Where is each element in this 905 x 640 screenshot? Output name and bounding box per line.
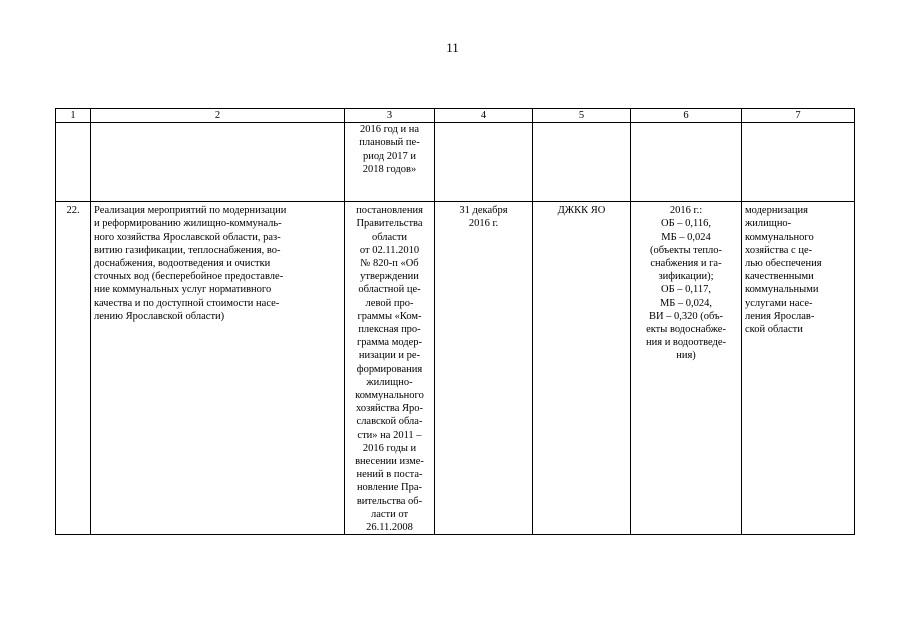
cell-document: постановления Правительства области от 02.11.2010 № 820-п «Об утверждении областной це- левой про- граммы «Ком- плексная про- грамма модер- низации и ре- формирования жилищно- коммунального хозяйства Яро- славской обла- сти» на 2011 – 2016 годы и внесении изме- нений в поста- новление Пра- вительства об- ласти от 26.11.2008 [345,202,435,535]
cell-funding: 2016 г.: ОБ – 0,116, МБ – 0,024 (объекты тепло- снабжения и га- зификации); ОБ – 0,117, МБ – 0,024, ВИ – 0,320 (объ- екты водоснабже- ния и водоотведе- ния) [631,202,742,535]
cell-number [56,123,91,202]
cell-result: модернизация жилищно- коммунального хозяйства с це- лью обеспечения качественными коммунальными услугами насе- ления Ярослав- ской области [742,202,855,535]
cell-funding [631,123,742,202]
column-header: 4 [435,109,533,123]
cell-executor [533,123,631,202]
table-row [56,123,855,202]
cell-measure: Реализация мероприятий по модернизации и реформированию жилищно-коммуналь- ного хозяйства Ярославской области, раз- витию газификации, теплоснабжения, во- доснабжения, водоотведения и очистки сточных вод (бесперебойное предоставле- ние коммунальных услуг нормативного качества и по доступной стоимости насе- лению Ярославской области) [91,202,345,535]
cell-result [742,123,855,202]
column-header: 1 [56,109,91,123]
column-header: 3 [345,109,435,123]
column-header: 6 [631,109,742,123]
column-header: 5 [533,109,631,123]
cell-measure [91,123,345,202]
cell-document: 2016 год и на плановый пе- риод 2017 и 2018 годов» [345,123,435,202]
column-header: 2 [91,109,345,123]
cell-executor: ДЖКК ЯО [533,202,631,535]
table-row [56,202,855,535]
cell-deadline [435,123,533,202]
header-row [56,109,855,123]
column-header: 7 [742,109,855,123]
cell-deadline: 31 декабря 2016 г. [435,202,533,535]
page-number: 11 [446,40,459,55]
measures-table [55,108,855,535]
cell-number: 22. [56,202,91,535]
